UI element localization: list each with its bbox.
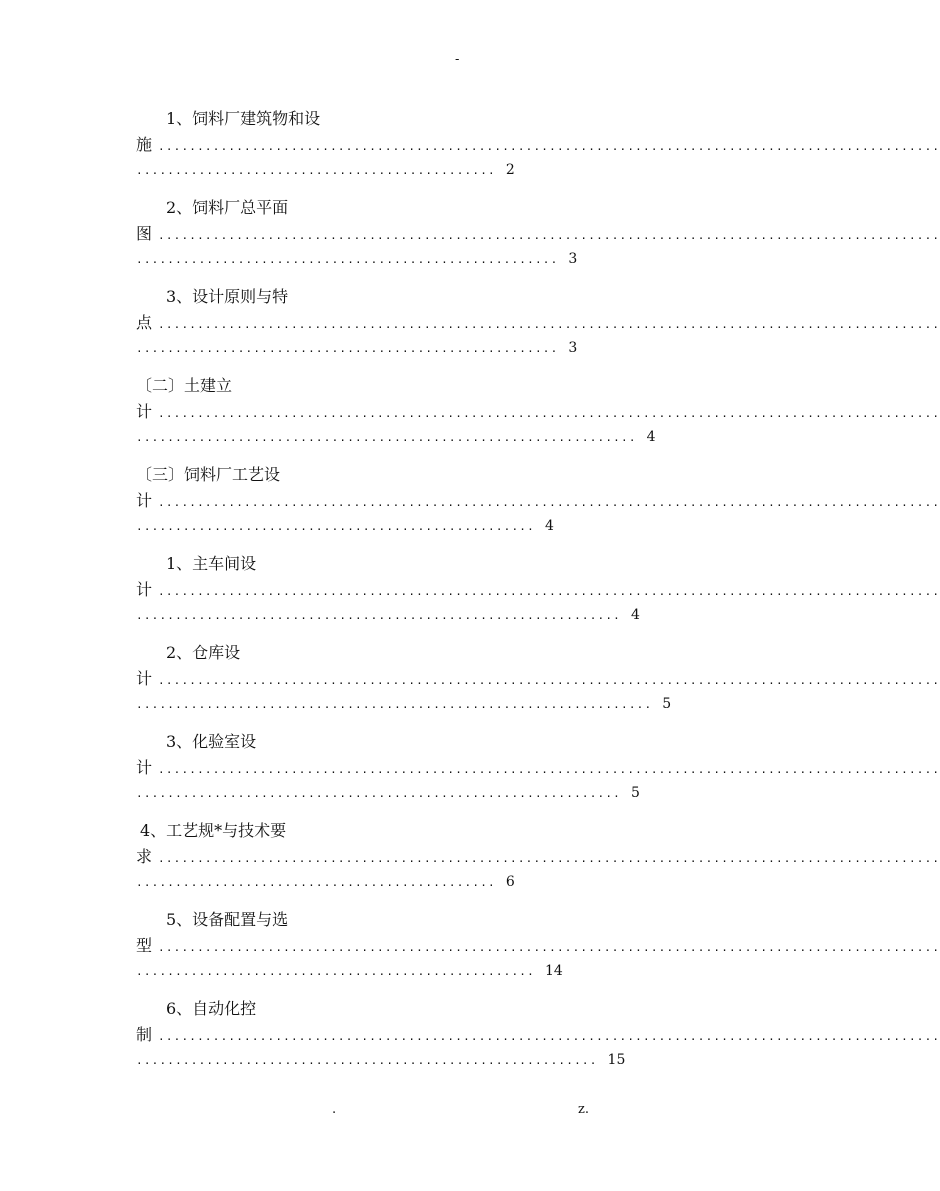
toc-entry-page-line bbox=[136, 1048, 625, 1070]
toc-entry-page-line bbox=[136, 336, 577, 358]
toc-entry[interactable] bbox=[136, 464, 940, 553]
toc-entry-page-number: 5 bbox=[631, 785, 640, 801]
toc-entry-lead-char: 计 bbox=[136, 402, 153, 421]
toc-entry-page-number: 4 bbox=[631, 607, 640, 623]
toc-entry[interactable] bbox=[136, 375, 940, 464]
dot-leader: .............................................. bbox=[136, 876, 496, 889]
dot-leader: .................................................................. bbox=[136, 698, 653, 711]
toc-entry[interactable] bbox=[136, 820, 940, 909]
dot-leader: .................................................................................................... bbox=[158, 229, 940, 242]
dot-leader: .............................................. bbox=[136, 164, 496, 177]
toc-entry-title: 6、自动化控 bbox=[166, 999, 257, 1018]
dot-leader: ................................................... bbox=[136, 965, 535, 978]
toc-entry-page-line bbox=[136, 959, 563, 981]
toc-entry-leader-line bbox=[136, 1024, 940, 1046]
toc-entry-title: 3、设计原则与特 bbox=[166, 287, 289, 306]
toc-entry-page-number: 3 bbox=[568, 340, 578, 356]
dot-leader: .................................................................................................... bbox=[158, 407, 940, 420]
dot-leader: .................................................................................................... bbox=[158, 852, 940, 865]
toc-entry-lead-char: 计 bbox=[136, 580, 153, 599]
toc-entry-page-number: 4 bbox=[646, 429, 656, 445]
dot-leader: ...................................................... bbox=[136, 342, 559, 355]
toc-entry-leader-line bbox=[136, 223, 940, 245]
toc-entry-title: 4、工艺规*与技术要 bbox=[140, 821, 287, 840]
toc-entry-page-number: 4 bbox=[544, 518, 554, 534]
toc-entry-lead-char: 点 bbox=[136, 313, 153, 332]
toc-entry[interactable] bbox=[136, 197, 940, 286]
toc-entry-page-line bbox=[136, 603, 640, 625]
toc-entry-leader-line bbox=[136, 579, 940, 601]
dot-leader: .................................................................................................... bbox=[158, 1030, 940, 1043]
dot-leader: ................................................... bbox=[136, 520, 535, 533]
toc-entry[interactable] bbox=[136, 731, 940, 820]
dot-leader: .................................................................................................... bbox=[158, 941, 940, 954]
toc-entry-leader-line bbox=[136, 935, 940, 957]
toc-entry-leader-line bbox=[136, 757, 940, 779]
toc-entry-leader-line bbox=[136, 846, 940, 868]
toc-entry-leader-line bbox=[136, 490, 940, 512]
toc-entry[interactable] bbox=[136, 108, 940, 197]
toc-entry-lead-char: 计 bbox=[136, 669, 153, 688]
toc-entry[interactable] bbox=[136, 553, 940, 642]
toc-entry[interactable] bbox=[136, 286, 940, 375]
toc-entry[interactable] bbox=[136, 909, 940, 998]
toc-entry-lead-char: 计 bbox=[136, 491, 153, 510]
toc-entry-lead-char: 型 bbox=[136, 936, 153, 955]
toc-entry-leader-line bbox=[136, 401, 940, 423]
dot-leader: .................................................................................................... bbox=[158, 763, 940, 776]
toc-entry-lead-char: 求 bbox=[136, 847, 153, 866]
toc-entry-page-number: 5 bbox=[662, 696, 672, 712]
toc-entry-title: 2、饲料厂总平面 bbox=[166, 198, 289, 217]
toc-entry-title: 3、化验室设 bbox=[166, 732, 257, 751]
toc-entry-title: 〔三〕饲料厂工艺设 bbox=[136, 465, 281, 484]
toc-entry-leader-line bbox=[136, 668, 940, 690]
dot-leader: ........................................................... bbox=[136, 1054, 598, 1067]
toc-entry-title: 1、饲料厂建筑物和设 bbox=[166, 109, 321, 128]
toc-entry-title: 5、设备配置与选 bbox=[166, 910, 289, 929]
toc-entry-page-line bbox=[136, 692, 671, 714]
dot-leader: .................................................................................................... bbox=[158, 496, 940, 509]
footer-left-mark: . bbox=[332, 1102, 337, 1117]
toc-entry-title: 1、主车间设 bbox=[166, 554, 257, 573]
toc-entry-page-number: 2 bbox=[505, 162, 515, 178]
dot-leader: ................................................................ bbox=[136, 431, 637, 444]
toc-entry-lead-char: 图 bbox=[136, 224, 153, 243]
toc-entry-page-line bbox=[136, 247, 577, 269]
dot-leader: .................................................................................................... bbox=[158, 585, 940, 598]
toc-entry-title: 〔二〕土建立 bbox=[136, 376, 233, 395]
footer-right-mark: z. bbox=[578, 1102, 589, 1117]
toc-entry-lead-char: 制 bbox=[136, 1025, 153, 1044]
toc-entry[interactable] bbox=[136, 642, 940, 731]
toc-entry-page-number: 15 bbox=[607, 1052, 626, 1068]
toc-entry-page-line bbox=[136, 158, 515, 180]
toc-entry-lead-char: 计 bbox=[136, 758, 153, 777]
dot-leader: .................................................................................................... bbox=[158, 674, 940, 687]
dot-leader: .................................................................................................... bbox=[158, 140, 940, 153]
toc-entry-page-line bbox=[136, 781, 640, 803]
toc-entry-lead-char: 施 bbox=[136, 135, 153, 154]
toc-entry-page-line bbox=[136, 514, 554, 536]
toc-entry-page-number: 14 bbox=[544, 963, 563, 979]
toc-entry[interactable] bbox=[136, 998, 940, 1087]
toc-entry-title: 2、仓库设 bbox=[166, 643, 241, 662]
dot-leader: .................................................................................................... bbox=[158, 318, 940, 331]
header-mark: - bbox=[455, 52, 460, 67]
toc-entry-leader-line bbox=[136, 134, 940, 156]
toc-entry-page-line bbox=[136, 425, 656, 447]
dot-leader: .............................................................. bbox=[136, 609, 621, 622]
toc-entry-page-number: 3 bbox=[568, 251, 578, 267]
table-of-contents bbox=[136, 108, 940, 1087]
dot-leader: ...................................................... bbox=[136, 253, 559, 266]
toc-entry-page-line bbox=[136, 870, 515, 892]
toc-entry-leader-line bbox=[136, 312, 940, 334]
dot-leader: .............................................................. bbox=[136, 787, 621, 800]
toc-entry-page-number: 6 bbox=[505, 874, 515, 890]
